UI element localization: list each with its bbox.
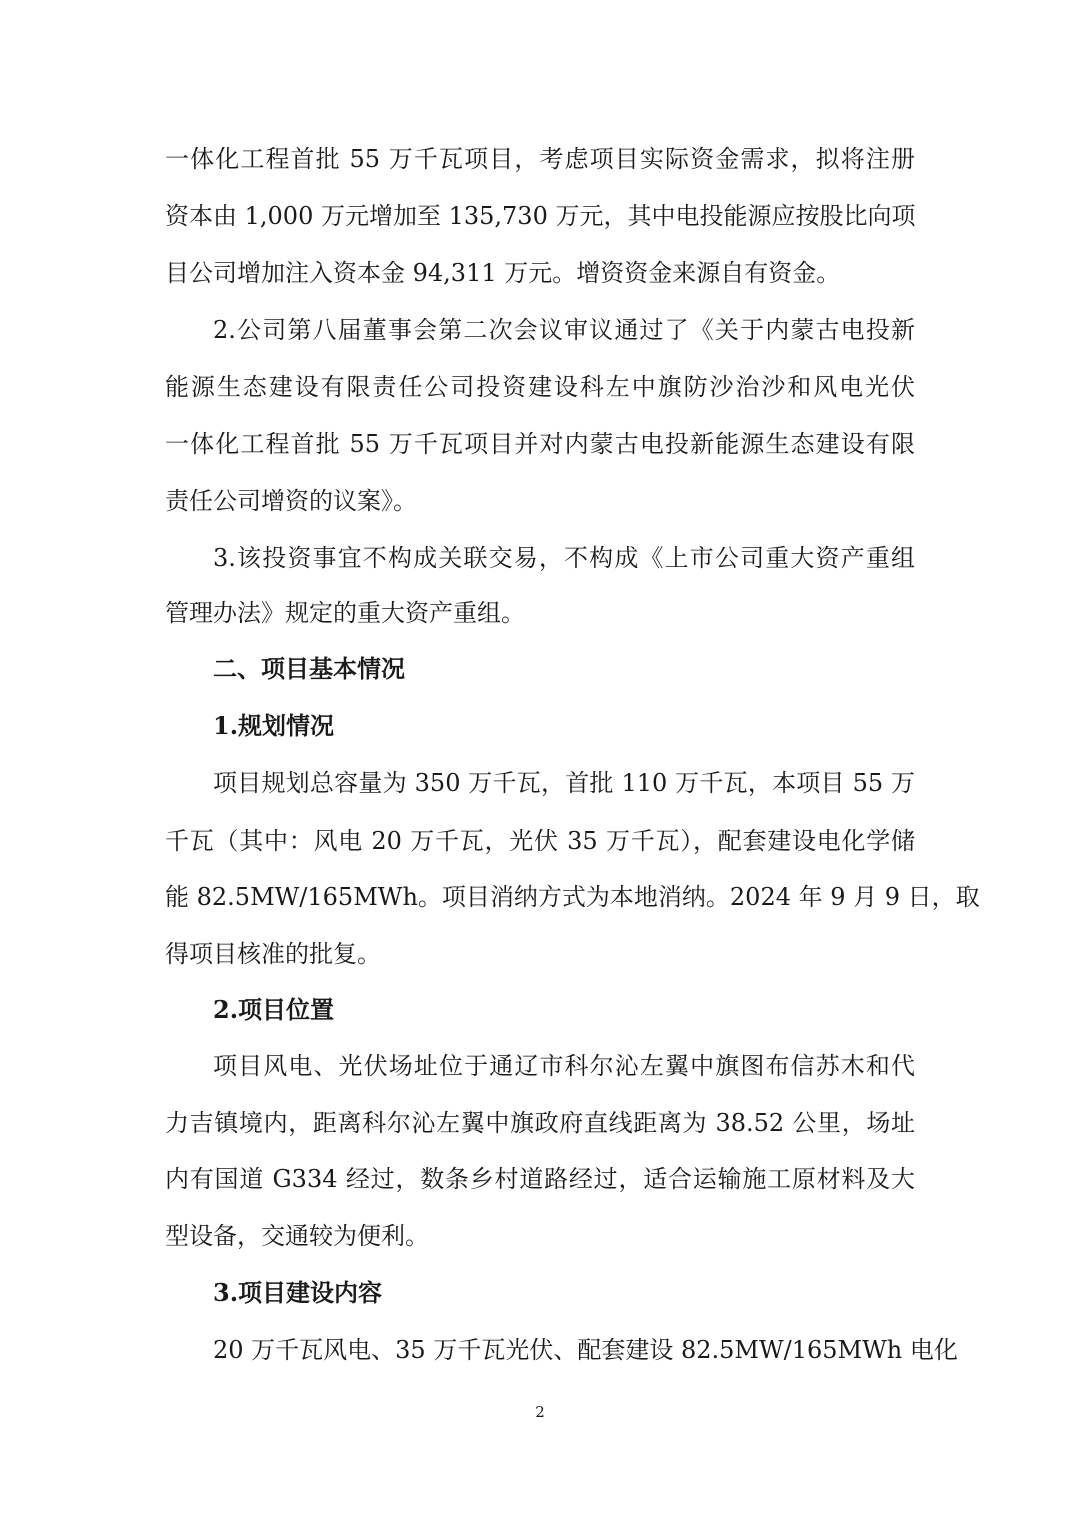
paragraph-line: 20 万千瓦风电、35 万千瓦光伏、配套建设 82.5MW/165MWh 电化 — [213, 1336, 958, 1364]
paragraph-line: 力吉镇境内，距离科尔沁左翼中旗政府直线距离为 38.52 公里，场址 — [165, 1109, 915, 1137]
paragraph-line: 责任公司增资的议案》。 — [165, 487, 417, 515]
subsection-heading: 3.项目建设内容 — [213, 1278, 383, 1307]
paragraph-line: 能源生态建设有限责任公司投资建设科左中旗防沙治沙和风电光伏 — [165, 373, 915, 401]
paragraph-line: 3.该投资事宜不构成关联交易，不构成《上市公司重大资产重组 — [213, 544, 915, 572]
paragraph-line: 管理办法》规定的重大资产重组。 — [165, 599, 525, 627]
paragraph-line: 内有国道 G334 经过，数条乡村道路经过，适合运输施工原材料及大 — [165, 1165, 915, 1193]
paragraph-line: 项目风电、光伏场址位于通辽市科尔沁左翼中旗图布信苏木和代 — [213, 1052, 915, 1080]
subsection-heading: 1.规划情况 — [213, 711, 335, 740]
paragraph-line: 一体化工程首批 55 万千瓦项目并对内蒙古电投新能源生态建设有限 — [165, 430, 915, 458]
page-number: 2 — [535, 1403, 545, 1421]
paragraph-line: 项目规划总容量为 350 万千瓦，首批 110 万千瓦，本项目 55 万 — [213, 769, 915, 797]
paragraph-line: 目公司增加注入资本金 94,311 万元。增资资金来源自有资金。 — [165, 259, 841, 287]
paragraph-line: 千瓦（其中：风电 20 万千瓦，光伏 35 万千瓦），配套建设电化学储 — [165, 827, 915, 855]
paragraph-line: 2.公司第八届董事会第二次会议审议通过了《关于内蒙古电投新 — [213, 316, 915, 344]
paragraph-line: 型设备，交通较为便利。 — [165, 1222, 429, 1250]
paragraph-line: 能 82.5MW/165MWh。项目消纳方式为本地消纳。2024 年 9 月 9 日，取 — [165, 883, 980, 911]
paragraph-line: 一体化工程首批 55 万千瓦项目，考虑项目实际资金需求，拟将注册 — [165, 145, 915, 173]
subsection-heading: 2.项目位置 — [213, 995, 335, 1024]
section-heading: 二、项目基本情况 — [213, 654, 405, 683]
paragraph-line: 得项目核准的批复。 — [165, 940, 381, 968]
paragraph-line: 资本由 1,000 万元增加至 135,730 万元，其中电投能源应按股比向项 — [165, 202, 916, 230]
